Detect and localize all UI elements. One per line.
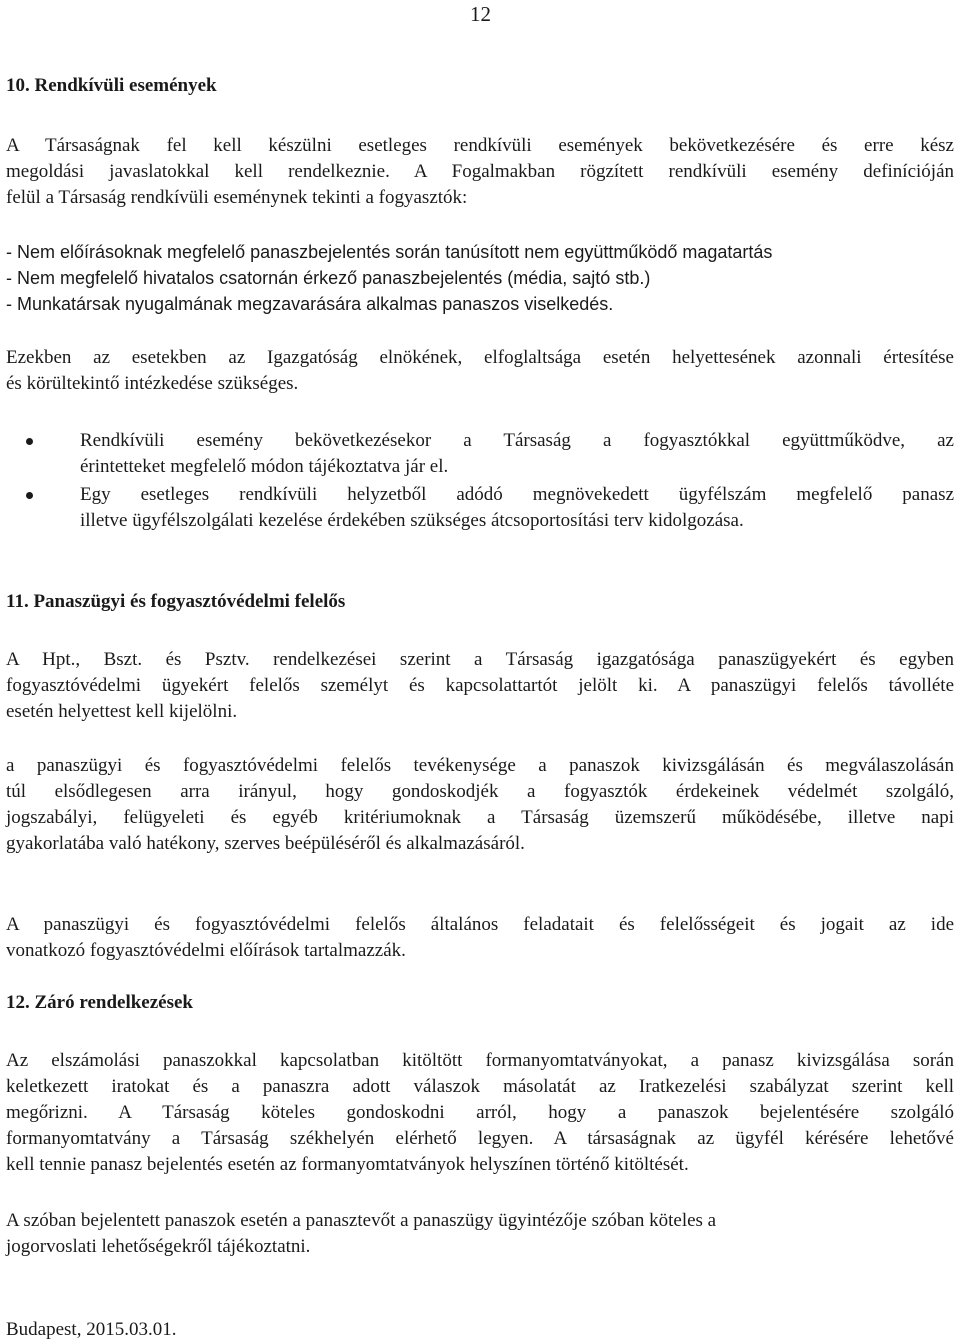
section-12-paragraph-1 xyxy=(6,1048,954,1178)
text-line: vonatkozó fogyasztóvédelmi előírások tartalmazzák. xyxy=(6,940,406,961)
section-10-item-list xyxy=(6,239,954,317)
section-12-paragraph-2 xyxy=(6,1208,954,1260)
section-11-paragraph-1 xyxy=(6,647,954,725)
bullet-text xyxy=(80,428,954,480)
section-10-notice xyxy=(6,345,954,397)
section-10-heading: 10. Rendkívüli események xyxy=(6,75,217,96)
text-line: keletkezett iratokat és a panaszra adott válaszok másolatát az Iratkezelési szabályzat szerint kell xyxy=(6,1076,954,1097)
list-item: - Nem előírásoknak megfelelő panaszbejelentés során tanúsított nem együttműködő magatartás xyxy=(6,242,773,262)
list-item: - Munkatársak nyugalmának megzavarására alkalmas panaszos viselkedés. xyxy=(6,294,614,314)
section-11-paragraph-3 xyxy=(6,912,954,964)
bullet-text xyxy=(80,482,954,534)
page-number: 12 xyxy=(470,2,491,26)
text-line: A szóban bejelentett panaszok esetén a panasztevőt a panaszügy ügyintézője szóban köteles a xyxy=(6,1210,717,1231)
text-line: a panaszügyi és fogyasztóvédelmi felelős tevékenysége a panaszok kivizsgálásán és megválaszolásán xyxy=(6,755,954,776)
text-line: A Társaságnak fel kell készülni esetleges rendkívüli események bekövetkezésére és erre kész xyxy=(6,135,954,156)
text-line: Az elszámolási panaszokkal kapcsolatban kitöltött formanyomtatványokat, a panasz kivizsgálása során xyxy=(6,1050,954,1071)
text-line: A panaszügyi és fogyasztóvédelmi felelős általános feladatait és felelősségeit és jogait az ide xyxy=(6,914,954,935)
text-line: A Hpt., Bszt. és Psztv. rendelkezései szerint a Társaság igazgatósága panaszügyekért és egyben xyxy=(6,649,954,670)
text-line: megoldási javaslatokkal kell rendelkeznie. A Fogalmakban rögzített rendkívüli esemény definícióján xyxy=(6,161,954,182)
text-line: formanyomtatvány a Társaság székhelyén elérhető legyen. A társaságnak az ügyfél kérésére lehetővé xyxy=(6,1128,954,1149)
section-10-intro xyxy=(6,133,954,211)
text-line: gyakorlatába való hatékony, szerves beépüléséről és alkalmazásáról. xyxy=(6,833,525,854)
text-line: fogyasztóvédelmi ügyekért felelős személyt és kapcsolattartót jelölt ki. A panaszügyi felelős távolléte xyxy=(6,675,954,696)
text-line: kell tennie panasz bejelentés esetén az formanyomtatványok helyszínen történő kitöltését. xyxy=(6,1154,689,1175)
text-line: esetén helyettest kell kijelölni. xyxy=(6,701,238,722)
text-line: megőrizni. A Társaság köteles gondoskodni arról, hogy a panaszok bejelentésére szolgáló xyxy=(6,1102,954,1123)
text-line: túl elsődlegesen arra irányul, hogy gondoskodjék a fogyasztók érdekeinek védelmét szolgáló, xyxy=(6,781,954,802)
text-line: illetve ügyfélszolgálati kezelése érdekében szükséges átcsoportosítási terv kidolgozása. xyxy=(80,510,744,531)
signature-date: Budapest, 2015.03.01. xyxy=(6,1319,177,1340)
bullet-icon xyxy=(26,438,33,445)
section-11-heading: 11. Panaszügyi és fogyasztóvédelmi felelős xyxy=(6,591,346,612)
text-line: és körültekintő intézkedése szükséges. xyxy=(6,373,299,394)
text-line: Egy esetleges rendkívüli helyzetből adódó megnövekedett ügyfélszám megfelelő panasz xyxy=(80,484,954,505)
text-line: jogszabályi, felügyeleti és egyéb kritériumoknak a Társaság üzemszerű működésébe, illetve napi xyxy=(6,807,954,828)
text-line: jogorvoslati lehetőségekről tájékoztatni. xyxy=(6,1236,311,1257)
text-line: Ezekben az esetekben az Igazgatóság elnökének, elfoglaltsága esetén helyettesének azonnali értesítése xyxy=(6,347,954,368)
text-line: érintetteket megfelelő módon tájékoztatva jár el. xyxy=(80,456,449,477)
list-item: - Nem megfelelő hivatalos csatornán érkező panaszbejelentés (média, sajtó stb.) xyxy=(6,268,651,288)
section-12-heading: 12. Záró rendelkezések xyxy=(6,992,193,1013)
text-line: felül a Társaság rendkívüli eseménynek tekinti a fogyasztók: xyxy=(6,187,468,208)
section-11-paragraph-2 xyxy=(6,753,954,857)
bullet-icon xyxy=(26,492,33,499)
text-line: Rendkívüli esemény bekövetkezésekor a Társaság a fogyasztókkal együttműködve, az xyxy=(80,430,954,451)
